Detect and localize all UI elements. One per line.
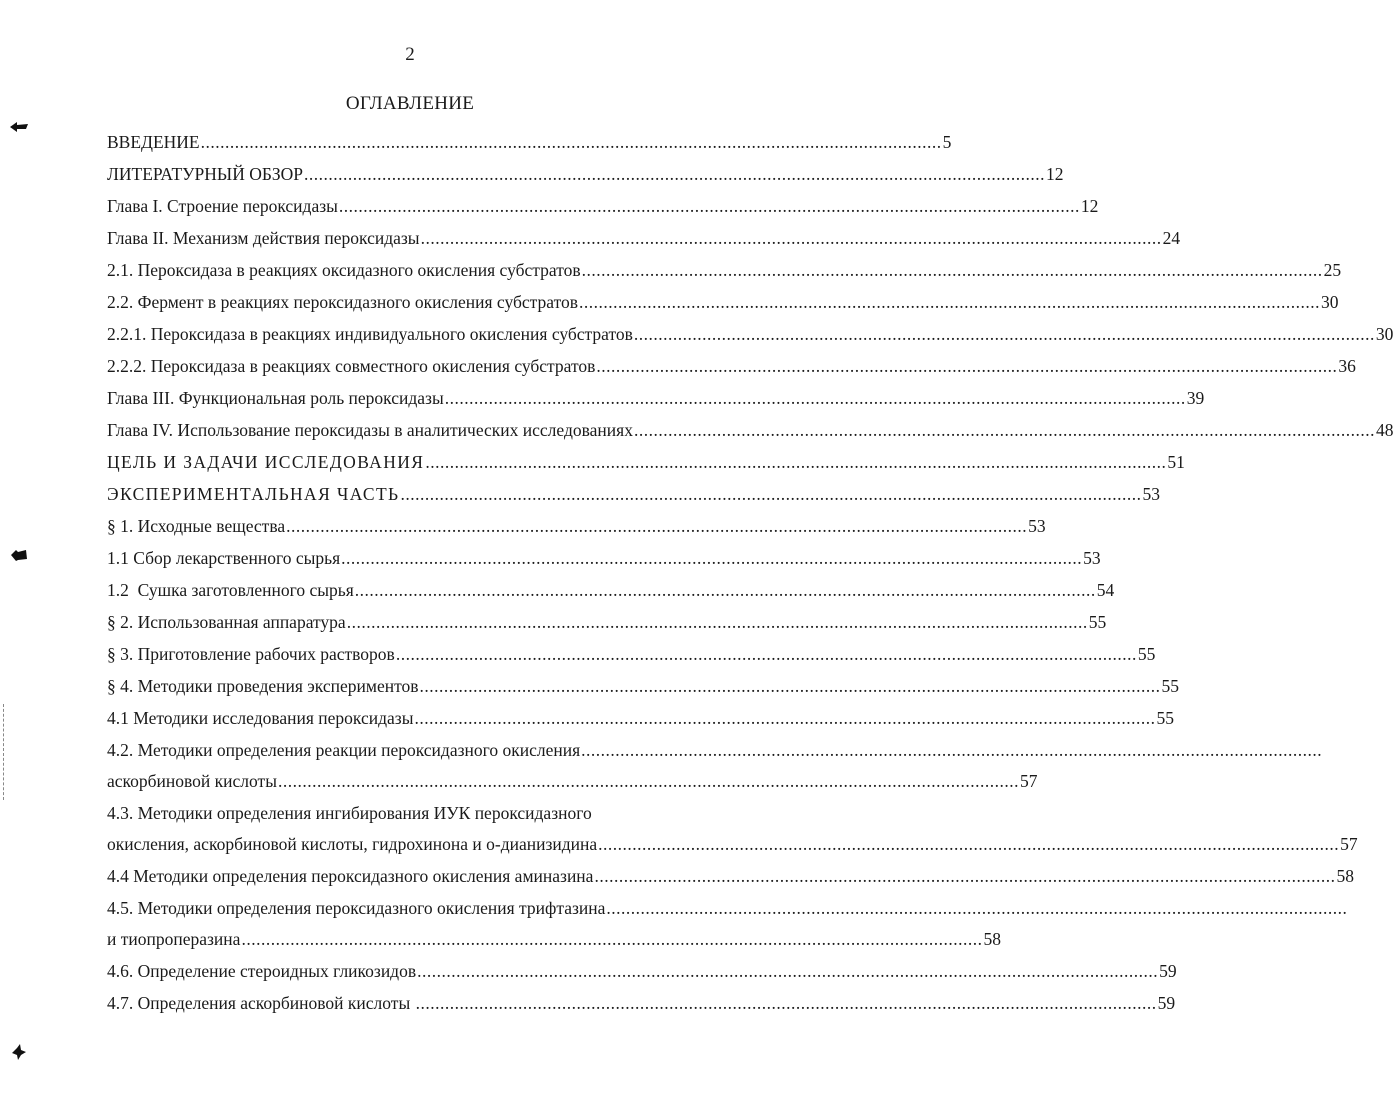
toc-leader: ........................................................................................................................................................ xyxy=(304,164,1046,184)
toc-leader: ........................................................................................................................................................ xyxy=(341,548,1083,568)
page-number: 2 xyxy=(405,44,415,65)
toc-entry-text: Глава III. Функциональная роль пероксидазы xyxy=(107,388,444,408)
toc-entry xyxy=(107,644,1156,664)
toc-entry xyxy=(107,452,1185,472)
toc-entry-page: 58 xyxy=(1336,866,1354,886)
toc-entry-page: 36 xyxy=(1338,356,1356,376)
toc-entry xyxy=(107,834,1358,854)
toc-leader: ........................................................................................................................................................ xyxy=(277,771,1019,791)
toc-entry-text: окисления, аскорбиновой кислоты, гидрохинона и о-дианизидина xyxy=(107,834,598,854)
toc-leader: ........................................................................................................................................................ xyxy=(354,580,1096,600)
toc-leader: ........................................................................................................................................................ xyxy=(579,292,1320,312)
toc-leader: ........................................................................................................................................................ xyxy=(633,324,1375,344)
toc-entry-page: 55 xyxy=(1156,708,1174,728)
margin-mark-icon xyxy=(9,118,29,138)
toc-entry-text: 2.1. Пероксидаза в реакциях оксидазного окисления субстратов xyxy=(107,260,581,280)
toc-entry-page: 25 xyxy=(1323,260,1342,280)
toc-leader: ........................................................................................................................................................ xyxy=(594,866,1336,886)
toc-entry-page: 57 xyxy=(1019,771,1038,791)
toc-entry-page: 39 xyxy=(1186,388,1205,408)
toc-entry-page: 51 xyxy=(1167,452,1185,472)
toc-title: ОГЛАВЛЕНИЕ xyxy=(345,93,475,114)
toc-entry-page: 30 xyxy=(1321,292,1339,312)
toc-entry xyxy=(107,866,1354,886)
toc-entry-text: 2.2.2. Пероксидаза в реакциях совместного окисления субстратов xyxy=(107,356,596,376)
toc-entry-text: Глава IV. Использование пероксидазы в аналитических исследованиях xyxy=(107,420,633,440)
margin-mark-icon xyxy=(9,1042,29,1062)
toc-leader: ........................................................................................................................................................ xyxy=(606,898,1348,918)
toc-entry-text: 4.3. Методики определения ингибирования ИУК пероксидазного xyxy=(107,803,592,823)
toc-entry xyxy=(107,516,1046,536)
toc-leader: ........................................................................................................................................................ xyxy=(286,516,1028,536)
toc-leader: ........................................................................................................................................................ xyxy=(425,452,1167,472)
toc-leader: ........................................................................................................................................................ xyxy=(414,708,1156,728)
toc-entry-text: Глава I. Строение пероксидазы xyxy=(107,196,338,216)
toc-leader: ........................................................................................................................................................ xyxy=(420,228,1162,248)
toc-entry-text: 1.2 Сушка заготовленного сырья xyxy=(107,580,354,600)
toc-leader: ........................................................................................................................................................ xyxy=(417,961,1159,981)
toc-entry-text: § 4. Методики проведения экспериментов xyxy=(107,676,419,696)
toc-entry-page: 59 xyxy=(1157,993,1176,1013)
toc-entry xyxy=(107,484,1160,504)
toc-entry-text: 2.2. Фермент в реакциях пероксидазного окисления субстратов xyxy=(107,292,578,312)
margin-scan-rule xyxy=(3,704,6,800)
toc-entry xyxy=(107,898,1348,918)
toc-leader: ........................................................................................................................................................ xyxy=(596,356,1338,376)
toc-entry xyxy=(107,740,1323,760)
toc-entry xyxy=(107,132,952,152)
toc-entry xyxy=(107,388,1205,408)
toc-entry xyxy=(107,196,1099,216)
toc-entry-page: 59 xyxy=(1159,961,1177,981)
toc-entry xyxy=(107,929,1001,949)
toc-entry-text: 1.1 Сбор лекарственного сырья xyxy=(107,548,341,568)
toc-entry-text: § 1. Исходные вещества xyxy=(107,516,286,536)
toc-entry xyxy=(107,228,1181,248)
toc-entry-page: 48 xyxy=(1375,420,1393,440)
toc-entry-page: 53 xyxy=(1083,548,1101,568)
toc-leader: ........................................................................................................................................................ xyxy=(444,388,1186,408)
toc-entry-text: Глава II. Механизм действия пероксидазы xyxy=(107,228,420,248)
toc-entry xyxy=(107,580,1115,600)
toc-entry-text: и тиопроперазина xyxy=(107,929,241,949)
toc-entry-text: 2.2.1. Пероксидаза в реакциях индивидуального окисления субстратов xyxy=(107,324,633,344)
toc-leader: ........................................................................................................................................................ xyxy=(241,929,983,949)
table-of-contents xyxy=(107,120,1393,1013)
toc-entry xyxy=(107,676,1180,696)
toc-leader: ........................................................................................................................................................ xyxy=(338,196,1080,216)
toc-entry xyxy=(107,324,1393,344)
toc-entry xyxy=(107,771,1038,791)
toc-leader: ........................................................................................................................................................ xyxy=(598,834,1340,854)
toc-entry-text: ВВЕДЕНИЕ xyxy=(107,132,200,152)
toc-entry-page: 57 xyxy=(1340,834,1358,854)
toc-entry xyxy=(107,356,1356,376)
toc-entry-page: 12 xyxy=(1080,196,1099,216)
toc-entry xyxy=(107,961,1177,981)
toc-entry-text: аскорбиновой кислоты xyxy=(107,771,277,791)
toc-entry xyxy=(107,164,1064,184)
toc-entry-page: 53 xyxy=(1142,484,1160,504)
toc-entry-page: 53 xyxy=(1028,516,1046,536)
toc-leader: ........................................................................................................................................................ xyxy=(581,260,1323,280)
toc-entry xyxy=(107,612,1107,632)
toc-entry-text: ЦЕЛЬ И ЗАДАЧИ ИССЛЕДОВАНИЯ xyxy=(107,452,425,472)
toc-entry-text: 4.2. Методики определения реакции пероксидазного окисления xyxy=(107,740,581,760)
toc-entry-page: 5 xyxy=(942,132,952,152)
toc-leader: ........................................................................................................................................................ xyxy=(346,612,1088,632)
toc-leader: ........................................................................................................................................................ xyxy=(633,420,1375,440)
toc-entry-text: 4.4 Методики определения пероксидазного окисления аминазина xyxy=(107,866,594,886)
margin-mark-icon xyxy=(9,545,29,565)
toc-leader: ........................................................................................................................................................ xyxy=(415,993,1157,1013)
toc-entry-page: 55 xyxy=(1161,676,1180,696)
toc-entry xyxy=(107,708,1174,728)
toc-leader: ........................................................................................................................................................ xyxy=(419,676,1161,696)
toc-entry xyxy=(107,260,1342,280)
toc-entry-text: 4.5. Методики определения пероксидазного окисления трифтазина xyxy=(107,898,606,918)
toc-entry xyxy=(107,993,1176,1013)
toc-leader: ........................................................................................................................................................ xyxy=(581,740,1323,760)
toc-entry-text: 4.6. Определение стероидных гликозидов xyxy=(107,961,417,981)
toc-entry-page: 55 xyxy=(1088,612,1107,632)
toc-entry-page: 58 xyxy=(983,929,1001,949)
toc-entry xyxy=(107,420,1393,440)
toc-entry-page: 12 xyxy=(1046,164,1064,184)
toc-entry-page: 24 xyxy=(1162,228,1181,248)
toc-entry-page: 54 xyxy=(1096,580,1115,600)
toc-entry-text: § 2. Использованная аппаратура xyxy=(107,612,346,632)
toc-leader: ........................................................................................................................................................ xyxy=(395,644,1137,664)
toc-entry-text: § 3. Приготовление рабочих растворов xyxy=(107,644,395,664)
toc-entry-page: 30 xyxy=(1375,324,1393,344)
toc-entry-page: 55 xyxy=(1137,644,1156,664)
toc-entry-text: 4.7. Определения аскорбиновой кислоты xyxy=(107,993,415,1013)
toc-entry xyxy=(107,548,1101,568)
toc-entry xyxy=(107,292,1339,312)
toc-entry-text: ЛИТЕРАТУРНЫЙ ОБЗОР xyxy=(107,164,304,184)
toc-entry-text: 4.1 Методики исследования пероксидазы xyxy=(107,708,414,728)
toc-entry-text: ЭКСПЕРИМЕНТАЛЬНАЯ ЧАСТЬ xyxy=(107,484,400,504)
toc-leader: ........................................................................................................................................................ xyxy=(200,132,942,152)
toc-leader: ........................................................................................................................................................ xyxy=(400,484,1142,504)
